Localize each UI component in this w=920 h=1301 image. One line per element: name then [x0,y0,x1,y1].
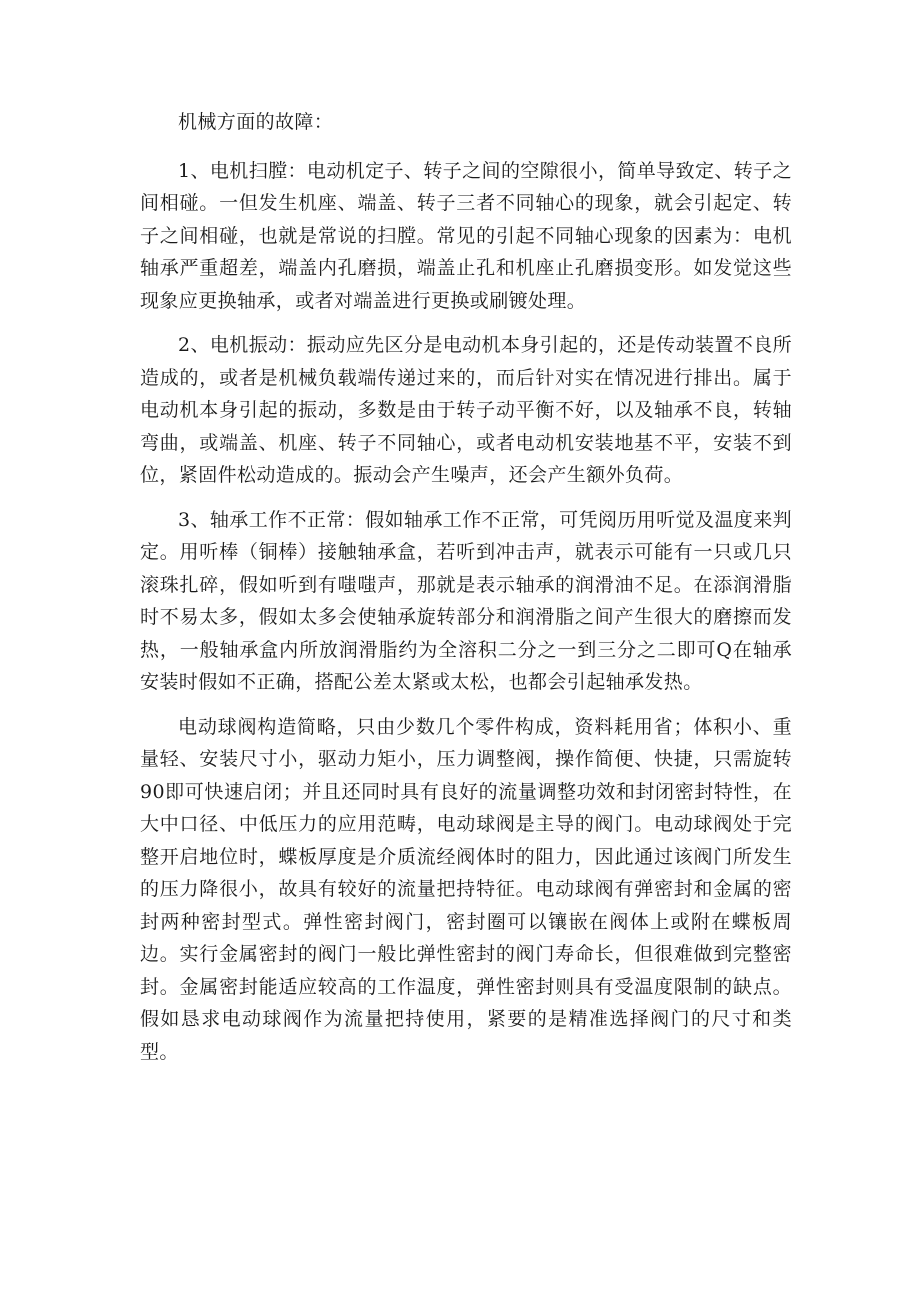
paragraph-motor-vibration: 2、电机振动：振动应先区分是电动机本身引起的，还是传动装置不良所造成的，或者是机械负载端传递过来的，而后针对实在情况进行排出。属于电动机本身引起的振动，多数是由于转子动平衡不好，以及轴承不良，转轴弯曲，或端盖、机座、转子不同轴心，或者电动机安装地基不平，安装不到位，紧固件松动造成的。振动会产生噪声，还会产生额外负荷。 [140,334,792,486]
paragraph-bearing-abnormal: 3、轴承工作不正常：假如轴承工作不正常，可凭阅历用听觉及温度来判定。用听棒（铜棒）接触轴承盒，若听到冲击声，就表示可能有一只或几只滚珠扎碎，假如听到有嗤嗤声，那就是表示轴承的润滑油不足。在添润滑脂时不易太多，假如太多会使轴承旋转部分和润滑脂之间产生很大的磨擦而发热，一般轴承盒内所放润滑脂约为全溶积二分之一到三分之二即可Q在轴承安装时假如不正确，搭配公差太紧或太松，也都会引起轴承发热。 [140,508,792,693]
paragraph-motor-sweeping: 1、电机扫膛：电动机定子、转子之间的空隙很小，简单导致定、转子之间相碰。一但发生机座、端盖、转子三者不同轴心的现象，就会引起定、转子之间相碰，也就是常说的扫膛。常见的引起不同轴心现象的因素为：电机轴承严重超差，端盖内孔磨损，端盖止孔和机座止孔磨损变形。如发觉这些现象应更换轴承，或者对端盖进行更换或刷镀处理。 [140,159,792,312]
document-body [140,106,792,1080]
paragraph-electric-ball-valve: 电动球阀构造简略，只由少数几个零件构成，资料耗用省；体积小、重量轻、安装尺寸小，驱动力矩小，压力调整阀，操作简便、快捷，只需旋转90即可快速启闭；并且还同时具有良好的流量调整功效和封闭密封特性，在大中口径、中低压力的应用范畴，电动球阀是主导的阀门。电动球阀处于完整开启地位时，蝶板厚度是介质流经阀体时的阻力，因此通过该阀门所发生的压力降很小，故具有较好的流量把持特征。电动球阀有弹密封和金属的密封两种密封型式。弹性密封阀门，密封圈可以镶嵌在阀体上或附在蝶板周边。实行金属密封的阀门一般比弹性密封的阀门寿命长，但很难做到完整密封。金属密封能适应较高的工作温度，弹性密封则具有受温度限制的缺点。假如恳求电动球阀作为流量把持使用，紧要的是精准选择阀门的尺寸和类型。 [140,715,792,1063]
section-heading: 机械方面的故障： [178,111,334,133]
